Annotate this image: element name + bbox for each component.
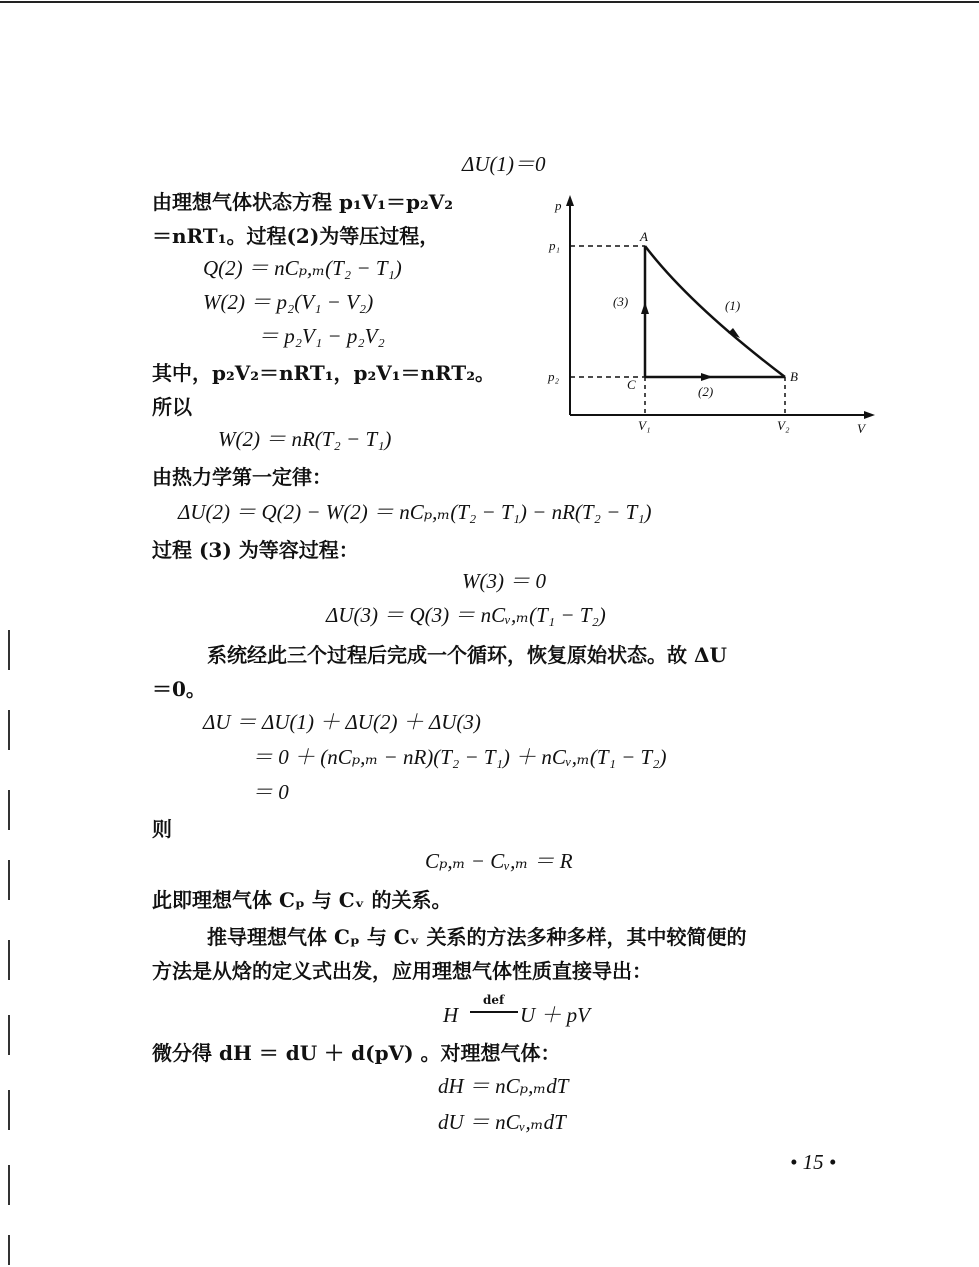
equation-def-line <box>470 1011 518 1013</box>
text-line: 由理想气体状态方程 p₁V₁＝p₂V₂ <box>152 190 454 214</box>
text-line: 系统经此三个过程后完成一个循环，恢复原始状态。故 ΔU <box>207 643 727 667</box>
process-3-arrow <box>641 302 649 314</box>
scan-edge-mark <box>8 940 10 980</box>
text-line: 所以 <box>152 395 192 419</box>
process-3-label: (3) <box>613 294 629 309</box>
text-line: ＝nRT₁。过程(2)为等压过程， <box>152 224 440 248</box>
scan-edge-mark <box>8 1090 10 1130</box>
text-line: 方法是从焓的定义式出发，应用理想气体性质直接导出： <box>152 959 652 983</box>
text-line: 此即理想气体 Cₚ 与 Cᵥ 的关系。 <box>152 888 452 912</box>
equation-enthalpy-right: U ＋ pV <box>520 1003 590 1027</box>
text-line: ＝0。 <box>152 677 206 701</box>
process-2-label: (2) <box>698 384 714 399</box>
point-b-label: B <box>790 369 798 384</box>
page-number: • 15 • <box>790 1150 837 1174</box>
text-line: 推导理想气体 Cₚ 与 Cᵥ 关系的方法多种多样，其中较简便的 <box>207 925 747 949</box>
scan-edge-mark <box>8 860 10 900</box>
equation-cp-cv: Cₚ,ₘ − Cᵥ,ₘ ＝ R <box>425 849 573 873</box>
process-2-arrow <box>701 373 713 381</box>
v-axis-arrow <box>864 411 875 419</box>
p-axis-arrow <box>566 195 574 206</box>
scan-edge-mark <box>8 790 10 830</box>
equation-w2-cont: ＝ p₂V₁ − p₂V₂ <box>258 324 385 348</box>
equation-w2: W(2) ＝ p₂(V₁ − V₂) <box>203 290 374 314</box>
text-line: 微分得 dH ＝ dU ＋ d(pV) 。对理想气体： <box>152 1041 561 1065</box>
equation-q2: Q(2) ＝ nCₚ,ₘ(T₂ − T₁) <box>203 256 402 280</box>
v1-label: V₁ <box>638 418 651 433</box>
equation-du1: ΔU(1)＝0 <box>462 152 546 176</box>
text-line: 其中，p₂V₂＝nRT₁，p₂V₁＝nRT₂。 <box>152 361 495 385</box>
equation-enthalpy-left: H <box>443 1003 459 1027</box>
scan-edge-mark <box>8 1235 10 1265</box>
equation-w2-result: W(2) ＝ nR(T₂ − T₁) <box>218 427 392 451</box>
point-a-label: A <box>640 229 648 244</box>
text-line: 过程 (3) 为等容过程： <box>152 538 359 562</box>
scan-edge-mark <box>8 710 10 750</box>
v2-label: V₂ <box>777 418 790 433</box>
process-1-label: (1) <box>725 298 741 313</box>
p2-label: p₂ <box>548 369 560 384</box>
pv-diagram <box>545 190 880 435</box>
equation-du3: ΔU(3) ＝ Q(3) ＝ nCᵥ,ₘ(T₁ − T₂) <box>326 603 606 627</box>
equation-w3: W(3) ＝ 0 <box>462 569 546 593</box>
text-line: 则 <box>152 817 172 841</box>
point-c-label: C <box>627 377 636 392</box>
top-rule <box>0 1 979 3</box>
equation-def-label: def <box>483 993 505 1007</box>
equation-du2: ΔU(2) ＝ Q(2) − W(2) ＝ nCₚ,ₘ(T₂ − T₁) − nR(T₂ − T₁) <box>178 500 652 524</box>
p-axis-label: p <box>555 198 562 213</box>
equation-du-sum-cont: ＝ 0 ＋ (nCₚ,ₘ − nR)(T₂ − T₁) ＋ nCᵥ,ₘ(T₁ − T₂) <box>252 745 667 769</box>
scan-edge-mark <box>8 1165 10 1205</box>
scan-edge-mark <box>8 630 10 670</box>
text-line: 由热力学第一定律： <box>152 465 332 489</box>
p1-label: p₁ <box>549 238 561 253</box>
equation-du-zero: ＝ 0 <box>252 780 289 804</box>
v-axis-label: V <box>857 421 865 435</box>
equation-du: dU ＝ nCᵥ,ₘdT <box>438 1110 566 1134</box>
process-1-curve <box>645 246 785 377</box>
scan-edge-mark <box>8 1015 10 1055</box>
equation-du-sum: ΔU ＝ ΔU(1) ＋ ΔU(2) ＋ ΔU(3) <box>203 710 481 734</box>
equation-dh: dH ＝ nCₚ,ₘdT <box>438 1074 569 1098</box>
